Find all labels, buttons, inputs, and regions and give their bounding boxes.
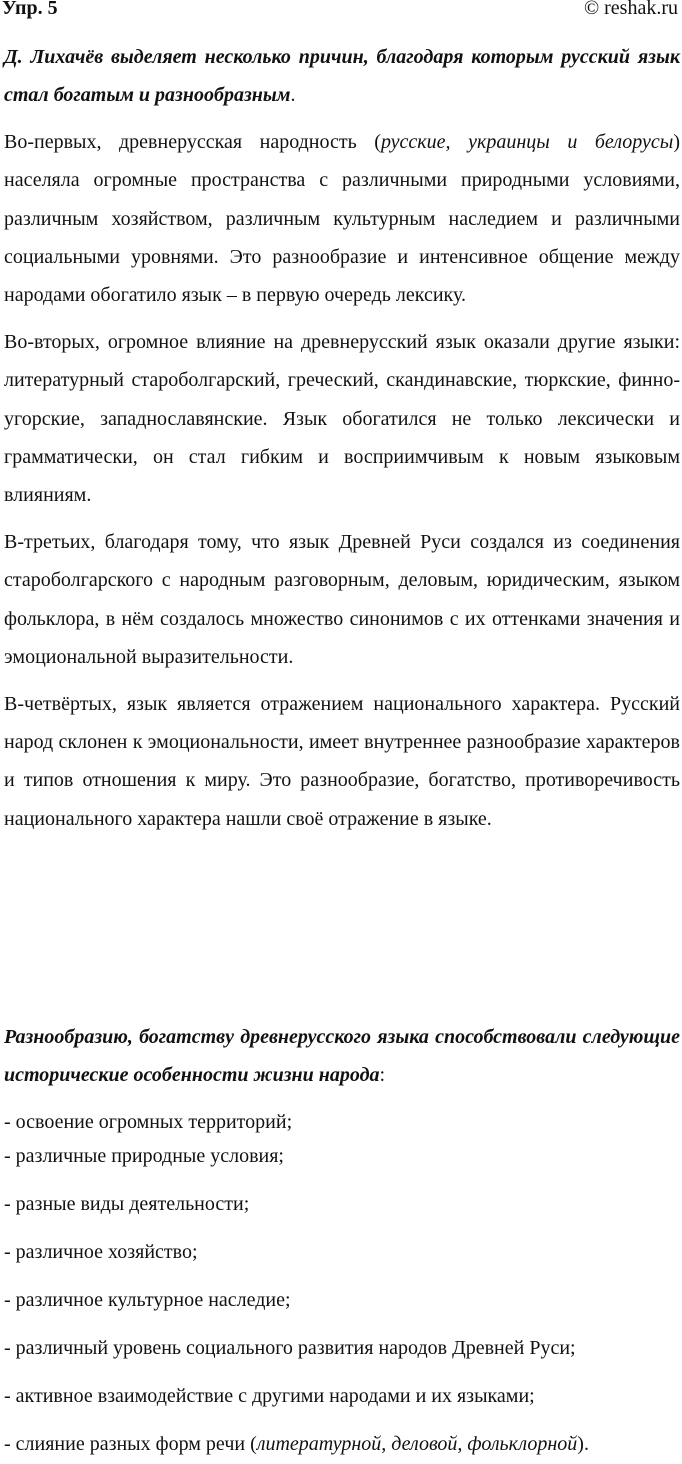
exercise-title: Упр. 5 [2, 0, 58, 19]
list-item-last [4, 1430, 589, 1458]
last-item-italic: литературной, деловой, фольклорной [256, 1433, 578, 1455]
paragraph-first-after: ) населяла огромные пространства с различными природными условиями, различным хозяйством, различным культурным наследием и различными социальными уровнями. Это разнообразие и интенсивное общение между народами обогатило язык – в первую очередь лексику. [4, 130, 680, 307]
site-watermark: © reshak.ru [583, 0, 678, 19]
paragraph-first-before: Во-первых, древнерусская народность ( [4, 130, 381, 153]
paragraph-fourth: В-четвёртых, язык является отражением национального характера. Русский народ склонен к эмоциональности, имеет внутреннее разнообразие характеров и типов отношения к миру. Это разнообразие, богатство, противоречивость национального характера нашли своё отражение в языке. [4, 692, 680, 830]
last-item-before: - слияние разных форм речи ( [4, 1433, 257, 1455]
paragraph-first-italic: русские, украинцы и белорусы [380, 130, 674, 153]
intro-end: . [290, 84, 296, 107]
section-heading-end: : [379, 1064, 386, 1087]
last-item-after: ). [577, 1433, 589, 1455]
list-item: - различный уровень социального развития народов Древней Руси; [4, 1337, 576, 1359]
main-text [4, 38, 680, 846]
intro-paragraph [4, 38, 680, 115]
section-heading-bold-italic: Разнообразию, богатству древнерусского языка способствовали следующие исторические особенности жизни народа [4, 1026, 680, 1087]
section-heading-paragraph [4, 1018, 680, 1095]
header [2, 0, 678, 24]
paragraph-first [4, 123, 680, 315]
list-item: - различное культурное наследие; [4, 1289, 291, 1311]
list-item: - разные виды деятельности; [4, 1193, 250, 1215]
list-item: - активное взаимодействие с другими народами и их языками; [4, 1385, 535, 1407]
paragraph-third: В-третьих, благодаря тому, что язык Древней Руси создался из соединения староболгарского с народным разговорным, деловым, юридическим, языком фольклора, в нём создалось множество синонимов с их оттенками значения и эмоциональной выразительности. [4, 530, 680, 669]
list-item: - различные природные условия; [4, 1145, 284, 1167]
list-item: - различное хозяйство; [4, 1241, 198, 1263]
paragraph-second: Во-вторых, огромное влияние на древнерусский язык оказали другие языки: литературный староболгарский, греческий, скандинавские, тюркские, финно-угорские, западнославянские. Язык обогатился не только лексически и грамматически, он стал гибким и восприимчивым к новым языковым влияниям. [4, 330, 680, 507]
section-heading [4, 1018, 680, 1095]
intro-bold-italic: Д. Лихачёв выделяет несколько причин, благодаря которым русский язык стал богатым и разнообразным [4, 46, 680, 107]
list-item: - освоение огромных территорий; [4, 1111, 293, 1133]
